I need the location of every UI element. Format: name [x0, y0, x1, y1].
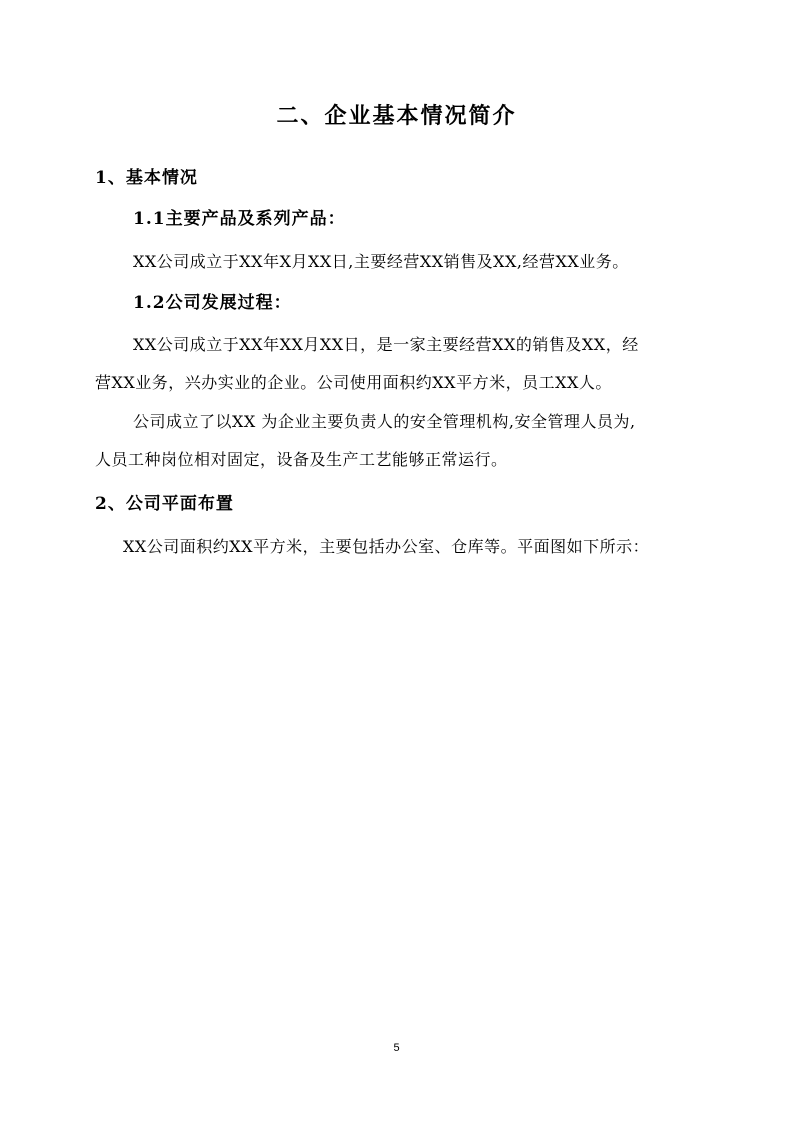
- paragraph-safety-line-1: 公司成立了以XX 为企业主要负责人的安全管理机构,安全管理人员为,: [133, 412, 636, 431]
- subsection-heading-development: 1.2公司发展过程：: [133, 293, 292, 313]
- section-heading-basic-info: 1、基本情况: [95, 168, 198, 188]
- paragraph-development-line-2: 营XX业务，兴办实业的企业。公司使用面积约XX平方米，员工XX人。: [95, 373, 612, 392]
- paragraph-safety-line-2: 人员工种岗位相对固定，设备及生产工艺能够正常运行。: [95, 450, 508, 469]
- subsection-heading-products: 1.1主要产品及系列产品：: [133, 209, 346, 229]
- paragraph-development-line-1: XX公司成立于XX年XX月XX日，是一家主要经营XX的销售及XX，经: [133, 335, 639, 354]
- page-title: 二、企业基本情况简介: [276, 103, 517, 129]
- paragraph-products: XX公司成立于XX年X月XX日,主要经营XX销售及XX,经营XX业务。: [133, 252, 629, 271]
- page-number: 5: [393, 1042, 400, 1054]
- paragraph-layout: XX公司面积约XX平方米，主要包括办公室、仓库等。平面图如下所示：: [123, 537, 650, 556]
- section-heading-layout: 2、公司平面布置: [95, 494, 234, 514]
